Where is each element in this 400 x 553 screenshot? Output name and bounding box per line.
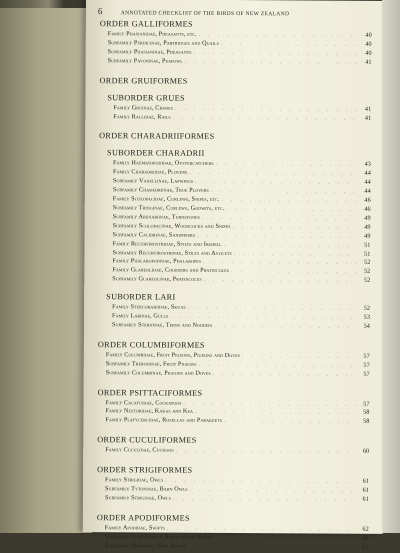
- order-heading: ORDER GALLIFORMES: [99, 19, 193, 29]
- entry-title: Family Cacatuidae, Cockatoos: [105, 398, 182, 407]
- entry-title: Family Rallidae, Rails: [113, 112, 171, 121]
- entry-page-number: 57: [363, 352, 370, 360]
- dot-leader: [195, 179, 357, 188]
- entry-page-number: 51: [364, 241, 371, 249]
- entry-title: Family Scolopacidae, Curlews, Snipes, etc.: [112, 195, 220, 203]
- suborder-heading: SUBORDER CHARADRII: [107, 148, 205, 159]
- entry-title: Subfamily Striginae, Owls: [104, 494, 171, 502]
- entry-title: Family Phalaropodidae, Phalaropes: [112, 257, 202, 266]
- entry-title: Subfamily Chaeturinae, Spine-tailed Swifts: [104, 533, 213, 541]
- adjacent-page-edge: [382, 0, 400, 533]
- contents-entry: [98, 321, 370, 332]
- dot-leader: [173, 496, 355, 505]
- entry-page-number: 53: [363, 313, 371, 321]
- entry-page-number: 41: [365, 58, 372, 66]
- dot-leader: [215, 535, 355, 544]
- entry-title: Family Glareolidae, Coursers and Pratincoles: [112, 266, 230, 275]
- entry-title: Subfamily Vanellinae, Lapwings: [112, 177, 194, 185]
- entry-title: Family Columbidae, Fruit Pigeons, Pigeons and Doves: [105, 351, 241, 359]
- entry-title: Subfamily Charadriinae, True Plovers: [112, 186, 209, 194]
- dot-leader: [221, 197, 356, 206]
- dot-leader: [173, 114, 358, 123]
- entry-page-number: 44: [364, 179, 371, 187]
- entry-page-number: 62: [362, 525, 369, 533]
- entry-page-number: 61: [362, 477, 370, 486]
- entry-title: Subfamily Arenariinae, Turnstones: [112, 213, 200, 221]
- entry-page-number: 40: [365, 49, 372, 57]
- entry-title: Family Recurvirostridae, Stilts and Ibisbill: [112, 239, 222, 248]
- dot-leader: [190, 487, 355, 496]
- dot-leader: [204, 277, 357, 286]
- entry-page-number: 52: [363, 304, 371, 312]
- entry-page-number: 60: [362, 448, 370, 456]
- order-heading: ORDER PSITTACIFORMES: [97, 387, 203, 398]
- entry-page-number: 52: [363, 259, 371, 267]
- entry-title: Subfamily Tytoninae, Barn Owls: [104, 485, 188, 493]
- entry-title: Family Charadriidae, Plovers: [112, 168, 188, 177]
- entry-title: Subfamily Glareolinae, Pratincoles: [112, 275, 202, 284]
- dot-leader: [176, 448, 356, 457]
- entry-title: Family Gruidae, Cranes: [113, 103, 174, 112]
- entry-page-number: 62: [362, 543, 369, 551]
- entry-title: Subfamily Pavoninae, Peafowl: [107, 56, 183, 65]
- entry-title: Family Cuculidae, Cuckoos: [105, 446, 174, 454]
- entry-title: Subfamily Apodinae, True Swifts: [104, 541, 187, 550]
- suborder-heading: SUBORDER LARI: [106, 292, 176, 302]
- entry-page-number: 49: [364, 214, 371, 222]
- entry-title: Subfamily Scolopacinae, Woodcocks and Snipes: [112, 222, 231, 230]
- entry-page-number: 57: [363, 400, 370, 408]
- contents-entry: [97, 417, 369, 428]
- order-heading: ORDER APODIFORMES: [96, 513, 190, 523]
- entry-page-number: 44: [364, 187, 371, 195]
- entry-title: Subfamily Tringinae, Curlews, Godwits, etc.: [112, 204, 225, 212]
- contents-entry: [97, 542, 369, 553]
- entry-title: Family Platycercidae, Rosellas and Parakeets: [105, 416, 223, 425]
- dot-leader: [214, 323, 356, 332]
- contents-entry: [100, 57, 372, 68]
- dot-leader: [216, 161, 357, 170]
- dot-leader: [165, 478, 355, 487]
- entry-page-number: 41: [364, 105, 372, 113]
- dot-leader: [199, 362, 356, 371]
- entry-page-number: 54: [363, 322, 371, 330]
- entry-title: Family Laridae, Gulls: [112, 312, 169, 320]
- dot-leader: [242, 353, 356, 362]
- contents-entry: [97, 494, 369, 505]
- dot-leader: [234, 250, 357, 259]
- entry-title: Subfamily Phasianinae, Pheasants: [107, 48, 192, 56]
- suborder-heading: SUBORDER GRUES: [107, 92, 185, 103]
- entry-page-number: 52: [363, 268, 371, 276]
- dot-leader: [175, 105, 357, 114]
- entry-title: Family Apodidae, Swifts: [104, 524, 166, 532]
- dot-leader: [188, 543, 354, 552]
- entry-page-number: 49: [364, 223, 371, 231]
- dot-leader: [231, 268, 356, 277]
- dot-leader: [226, 206, 357, 215]
- entry-title: Subfamily Calidrinae, Sandpipers: [112, 230, 196, 239]
- entry-title: Family Nestoridae, Kakas and Kea: [105, 407, 194, 416]
- entry-page-number: 46: [364, 205, 371, 213]
- entry-page-number: 41: [364, 114, 372, 122]
- entry-title: Family Haematopodidae, Oystercatchers: [112, 159, 214, 168]
- order-heading: ORDER STRIGIFORMES: [97, 465, 193, 475]
- running-title: ANNOTATED CHECKLIST OF THE BIRDS OF NEW ZEALAND: [120, 10, 290, 18]
- entry-page-number: 61: [362, 486, 370, 494]
- dot-leader: [188, 305, 356, 314]
- order-heading: ORDER COLUMBIFORMES: [97, 340, 205, 350]
- entry-title: Subfamily Sterninae, Terns and Noddies: [111, 321, 213, 329]
- contents-entry: [98, 369, 370, 380]
- entry-page-number: 61: [362, 495, 369, 503]
- dot-leader: [213, 371, 356, 380]
- entry-page-number: 51: [364, 250, 371, 258]
- entry-page-number: 57: [363, 361, 370, 369]
- checklist-page: [83, 0, 386, 551]
- order-heading: ORDER GRUIFORMES: [99, 75, 188, 86]
- entry-page-number: 58: [363, 418, 370, 426]
- entry-title: Family Phasianidae, Pheasants, etc.: [107, 30, 197, 38]
- entry-page-number: 46: [364, 196, 371, 204]
- entry-page-number: 58: [363, 409, 370, 417]
- page-number: 6: [97, 6, 103, 17]
- dot-leader: [221, 41, 358, 50]
- entry-title: Subfamily Treroninae, Fruit Pigeons: [105, 359, 197, 368]
- entry-page-number: 40: [365, 31, 372, 39]
- entry-page-number: 57: [363, 370, 370, 378]
- page-header: [98, 6, 376, 18]
- entry-title: Subfamily Columbinae, Pigeons and Doves: [105, 368, 211, 377]
- entry-title: Family Strigidae, Owls: [105, 476, 164, 484]
- entry-page-number: 44: [364, 170, 371, 178]
- entry-page-number: 43: [364, 161, 372, 169]
- dot-leader: [185, 58, 358, 67]
- entry-page-number: 52: [363, 277, 371, 285]
- order-heading: ORDER CHARADRIIFORMES: [99, 131, 215, 142]
- entry-title: Subfamily Recurvirostrinae, Stilts and Avocets: [112, 248, 232, 257]
- dot-leader: [233, 224, 357, 233]
- dot-leader: [194, 50, 358, 59]
- dot-leader: [199, 32, 358, 41]
- contents-entry: [97, 446, 369, 457]
- dot-leader: [184, 400, 356, 409]
- contents-entry: [98, 275, 370, 286]
- entry-title: Subfamily Perdicinae, Partridges and Quails: [107, 39, 219, 47]
- dot-leader: [224, 242, 357, 251]
- dot-leader: [189, 170, 357, 179]
- entry-page-number: 40: [365, 40, 372, 48]
- contents-entry: [99, 113, 371, 124]
- underlying-page: [0, 8, 92, 533]
- contents-list: [97, 19, 372, 552]
- dot-leader: [224, 418, 355, 427]
- entry-title: Family Stercorariidae, Skuas: [112, 303, 186, 311]
- entry-page-number: 49: [364, 232, 371, 240]
- order-heading: ORDER CUCULIFORMES: [97, 435, 197, 446]
- entry-page-number: 62: [362, 534, 369, 542]
- dot-leader: [211, 188, 357, 197]
